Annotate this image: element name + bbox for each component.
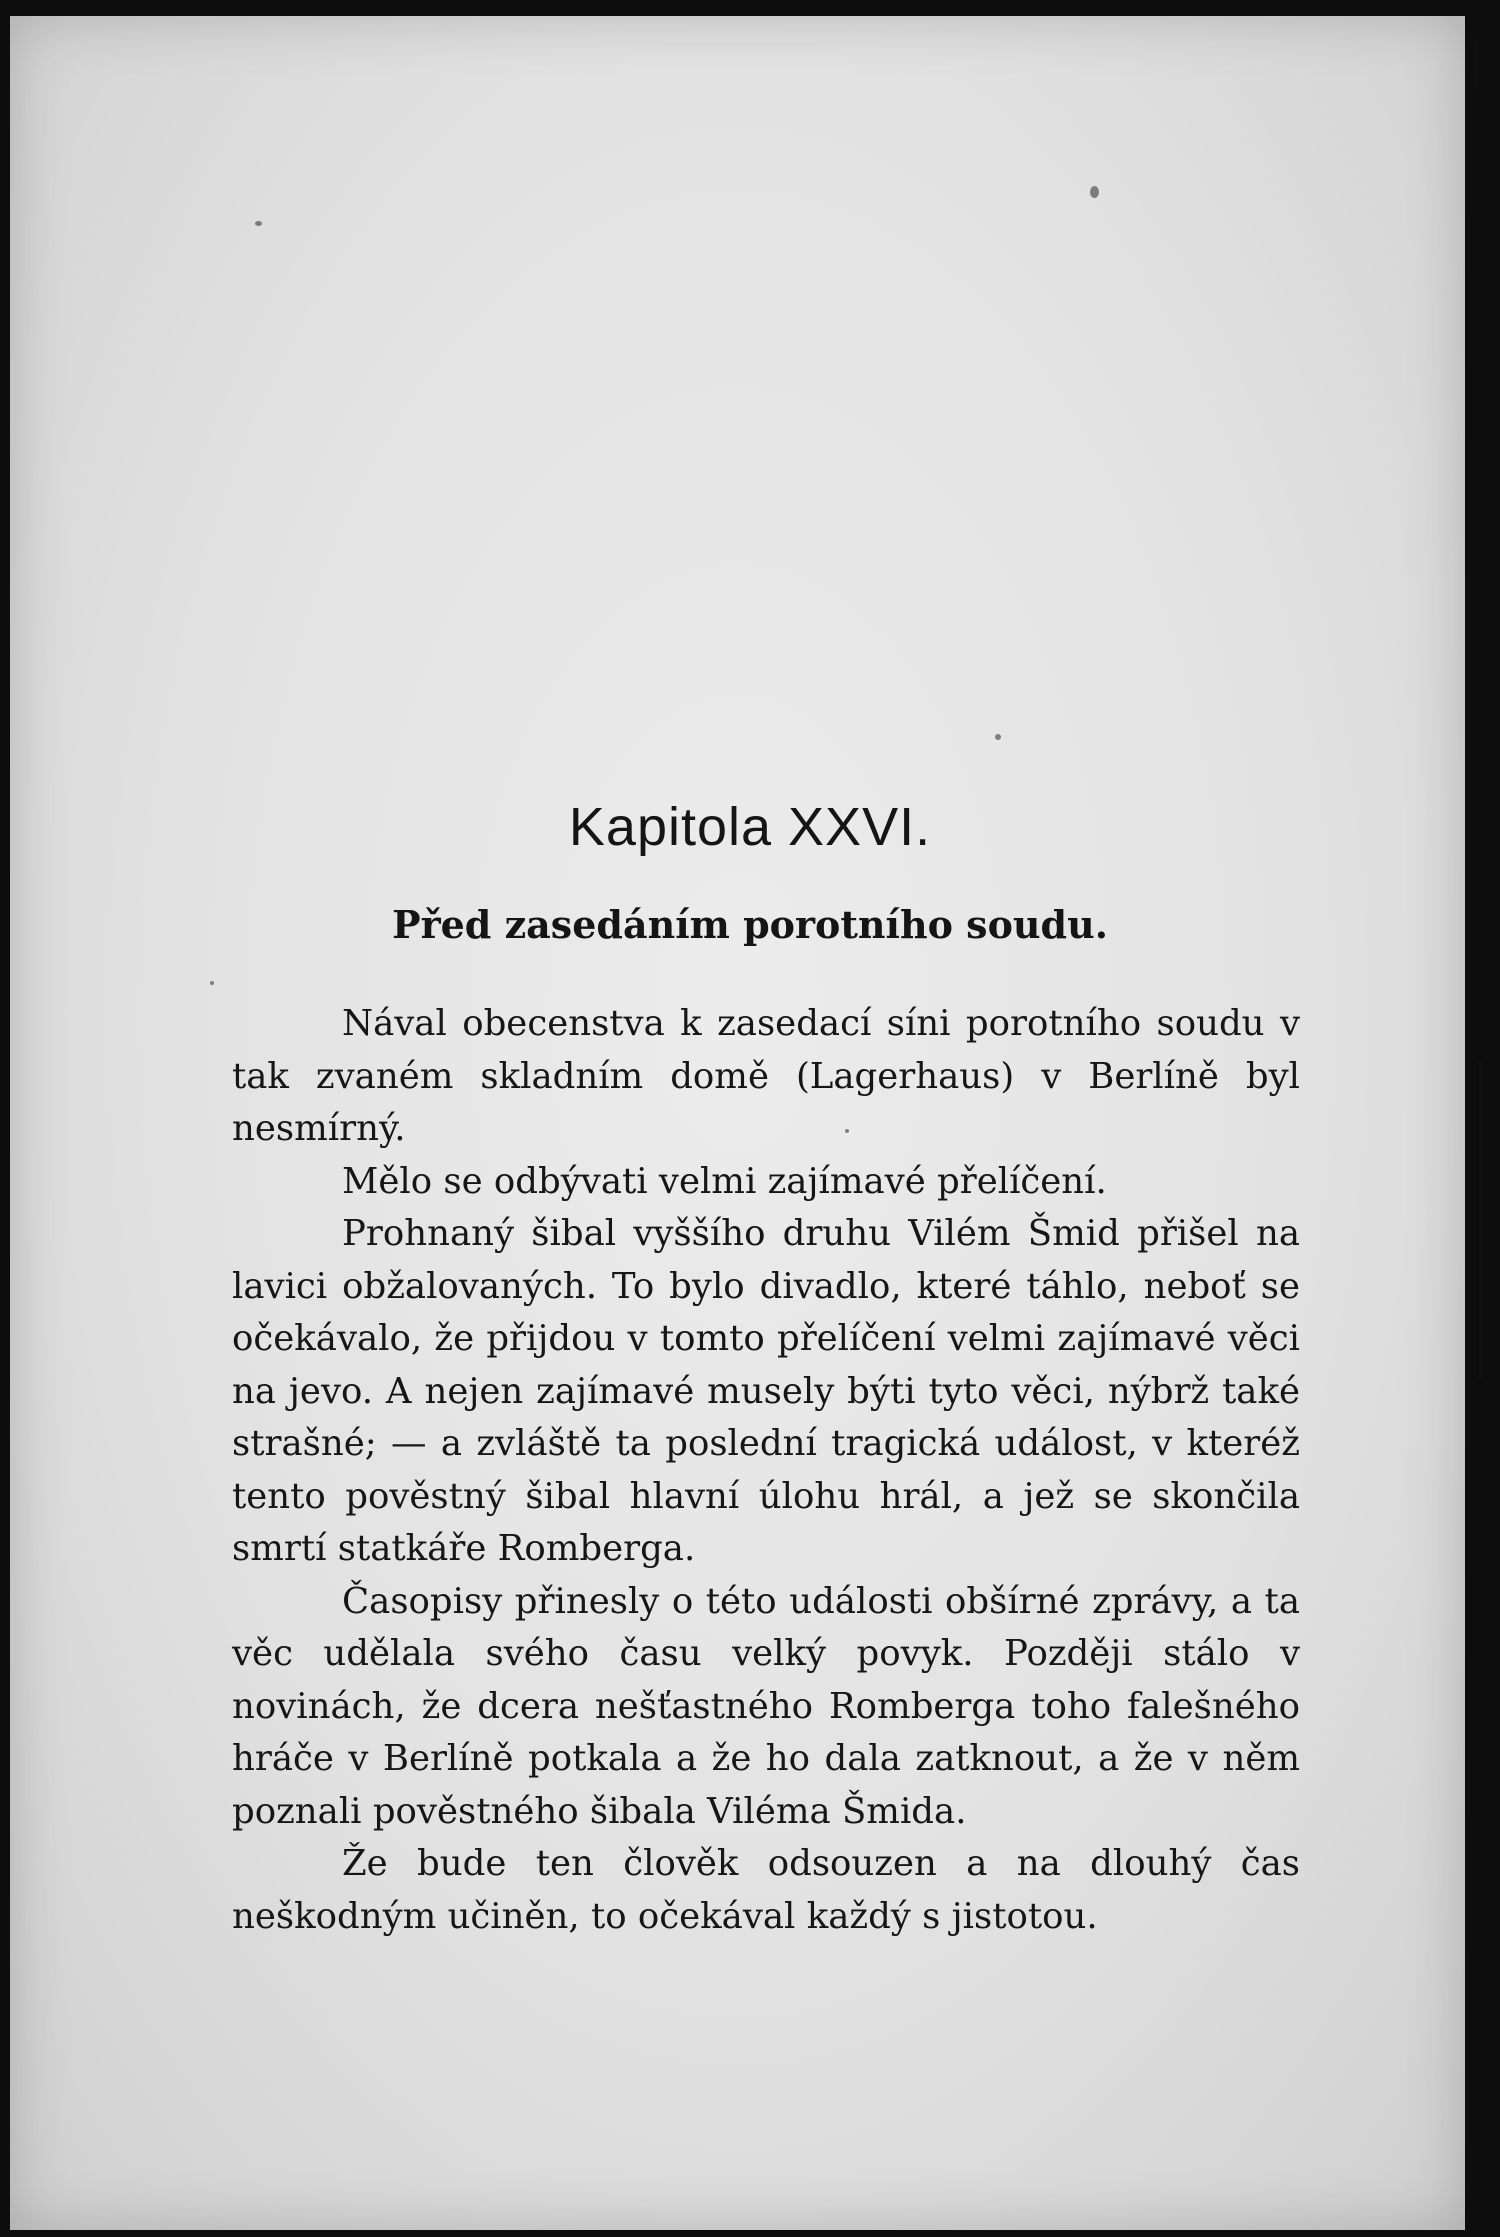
paragraph: Že bude ten člověk odsouzen a na dlouhý čas neškodným učiněn, to očekával každý s jistotou. [232, 1843, 1300, 1937]
ink-speck [210, 981, 214, 985]
paragraph: Nával obecenstva k zasedací síni porotního soudu v tak zvaném skladním domě (Lagerhaus) v Berlíně byl nesmírný. [232, 1003, 1300, 1149]
ink-speck [1090, 186, 1099, 198]
chapter-title: Kapitola XXVI. [568, 797, 932, 857]
chapter-body [232, 998, 1300, 1943]
ink-speck [255, 221, 262, 226]
paragraph: Mělo se odbývati velmi zajímavé přelíčení. [342, 1160, 1107, 1202]
chapter-subtitle: Před zasedáním porotního soudu. [392, 902, 1108, 947]
paragraph: Prohnaný šibal vyššího druhu Vilém Šmid přišel na lavici obžalovaných. To bylo divadlo, které táhlo, neboť se očekávalo, že přijdou v tomto přelíčení velmi zajímavé věci na jevo. A nejen zajímavé musely býti tyto věci, nýbrž také strašné; — a zvláště ta poslední tragická událost, v kteréž tento pověstný šibal hlavní úlohu hrál, a jež se skončila smrtí statkáře Romberga. [232, 1213, 1300, 1569]
paragraph: Časopisy přinesly o této události obšírné zprávy, a ta věc udělala svého času velký povyk. Později stálo v novinách, že dcera nešťastného Romberga toho falešného hráče v Berlíně potkala a že ho dala zatknout, a že v něm poznali pověstného šibala Viléma Šmida. [232, 1580, 1300, 1832]
page-edge-shadow [1476, 40, 1478, 90]
ink-speck [995, 734, 1001, 740]
page-edge-shadow [1479, 1060, 1482, 1380]
